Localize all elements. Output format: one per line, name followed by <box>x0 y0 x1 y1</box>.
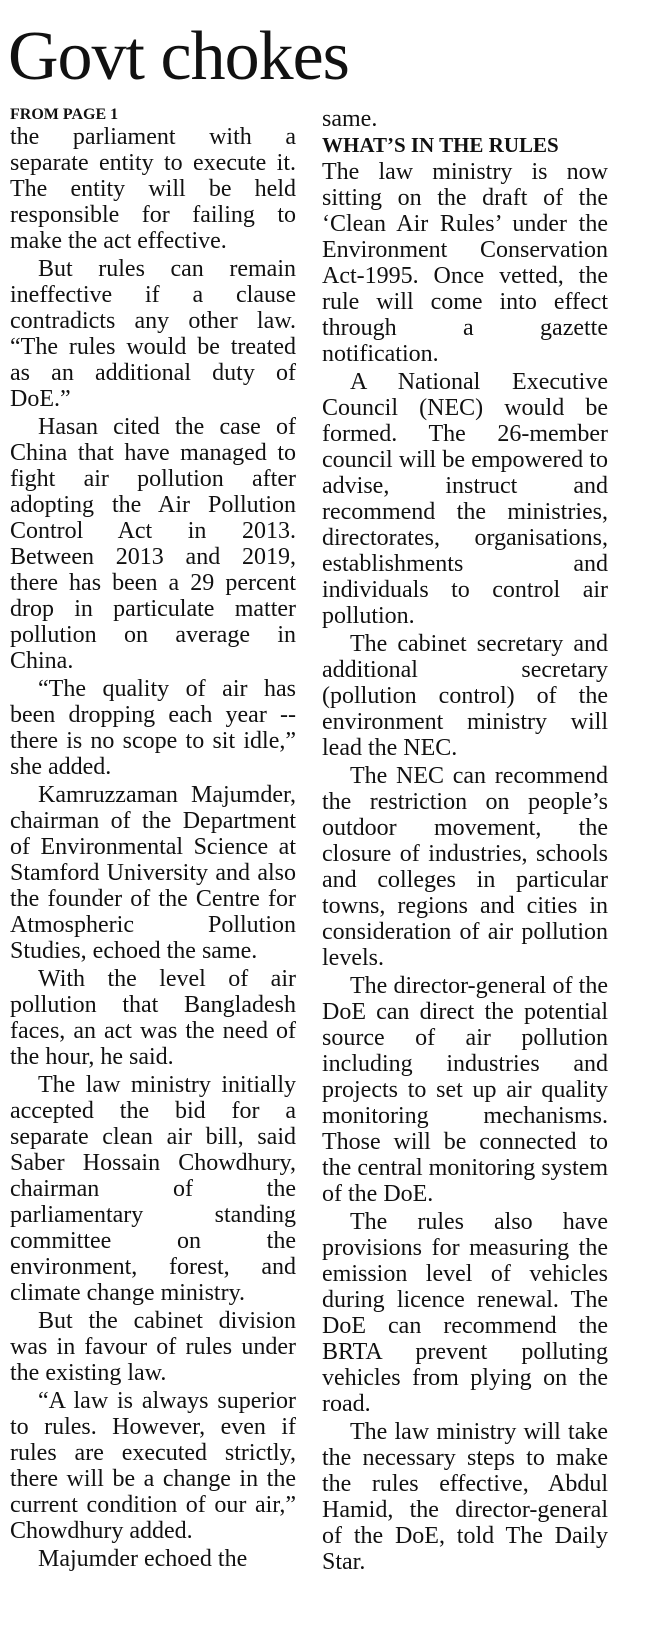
paragraph: The director-general of the DoE can direct the potential source of air pollution including industries and projects to set up air quality monitoring mechanisms. Those will be connected to the central monitoring system of the DoE. <box>322 973 608 1207</box>
paragraph: Hasan cited the case of China that have managed to fight air pollution after adopting the Air Pollution Control Act in 2013. Between 2013 and 2019, there has been a 29 percent drop in particulate matter pollution on average in China. <box>10 414 296 674</box>
left-column <box>10 106 296 1574</box>
paragraph: The law ministry is now sitting on the draft of the ‘Clean Air Rules’ under the Environment Conservation Act-1995. Once vetted, the rule will come into effect through a gazette notification. <box>322 159 608 367</box>
jump-line: FROM PAGE 1 <box>10 106 119 123</box>
paragraph: Kamruzzaman Majumder, chairman of the Department of Environmental Science at Stamford University and also the founder of the Centre for Atmospheric Pollution Studies, echoed the same. <box>10 782 296 964</box>
paragraph: The cabinet secretary and additional secretary (pollution control) of the environment ministry will lead the NEC. <box>322 631 608 761</box>
paragraph: same. <box>322 106 378 132</box>
paragraph: Majumder echoed the <box>38 1546 248 1572</box>
paragraph: The rules also have provisions for measuring the emission level of vehicles during licence renewal. The DoE can recommend the BRTA prevent polluting vehicles from plying on the road. <box>322 1209 608 1417</box>
right-column <box>322 106 608 1577</box>
paragraph: A National Executive Council (NEC) would be formed. The 26-member council will be empowered to advise, instruct and recommend the ministries, directorates, organisations, establishments and individuals to control air pollution. <box>322 369 608 629</box>
paragraph: The NEC can recommend the restriction on people’s outdoor movement, the closure of industries, schools and colleges in particular towns, regions and cities in consideration of air pollution levels. <box>322 763 608 971</box>
paragraph: “The quality of air has been dropping each year -- there is no scope to sit idle,” she added. <box>10 676 296 780</box>
paragraph: But rules can remain ineffective if a clause contradicts any other law. “The rules would be treated as an additional duty of DoE.” <box>10 256 296 412</box>
paragraph: The law ministry will take the necessary steps to make the rules effective, Abdul Hamid, the director-general of the DoE, told The Daily Star. <box>322 1419 608 1575</box>
headline: Govt chokes <box>8 18 349 95</box>
paragraph: With the level of air pollution that Bangladesh faces, an act was the need of the hour, he said. <box>10 966 296 1070</box>
paragraph: the parliament with a separate entity to execute it. The entity will be held responsible for failing to make the act effective. <box>10 124 296 254</box>
section-subhead: WHAT’S IN THE RULES <box>322 133 559 157</box>
paragraph: The law ministry initially accepted the bid for a separate clean air bill, said Saber Hossain Chowdhury, chairman of the parliamentary standing committee on the environment, forest, and climate change ministry. <box>10 1072 296 1306</box>
paragraph: But the cabinet division was in favour of rules under the existing law. <box>10 1308 296 1386</box>
paragraph: “A law is always superior to rules. However, even if rules are executed strictly, there will be a change in the current condition of our air,” Chowdhury added. <box>10 1388 296 1544</box>
